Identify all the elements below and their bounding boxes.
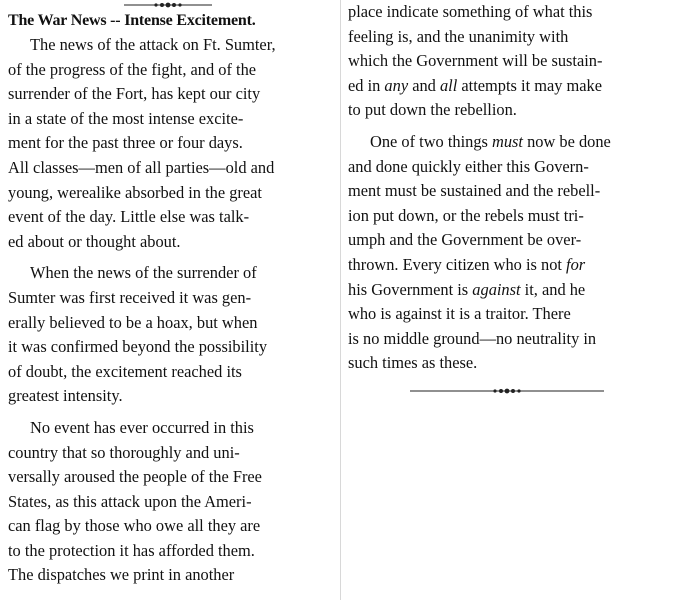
text-line: thrown. Every citizen who is not for	[348, 254, 586, 274]
text-line: of the progress of the fight, and of the	[8, 59, 257, 79]
text-line: which the Government will be sustain-	[348, 51, 603, 71]
text-line: umph and the Government be over-	[348, 230, 582, 250]
end-ornament-rule	[348, 386, 666, 396]
text-line: event of the day. Little else was talk-	[8, 207, 250, 227]
text-line: When the news of the surrender of	[30, 263, 257, 283]
text-line: young, werealike absorbed in the great	[8, 182, 262, 202]
text-line: All classes—men of all parties—old and	[8, 157, 275, 177]
text-line: erally believed to be a hoax, but when	[8, 312, 258, 332]
text-line: such times as these.	[348, 353, 478, 373]
text-line: ment must be sustained and the rebell-	[348, 181, 601, 201]
paragraph-3	[8, 416, 330, 588]
left-column	[8, 0, 330, 588]
text-line: and done quickly either this Govern-	[348, 156, 589, 176]
text-line: his Government is against it, and he	[348, 279, 586, 299]
top-ornament-rule	[8, 0, 330, 10]
text-line: States, as this attack upon the Ameri-	[8, 491, 252, 511]
text-line: feeling is, and the unanimity with	[348, 26, 569, 46]
text-line: ed in any and all attempts it may make	[348, 75, 603, 95]
text-line: place indicate something of what this	[348, 2, 593, 21]
text-line: country that so thoroughly and uni-	[8, 442, 240, 462]
text-line: is no middle ground—no neutrality in	[348, 328, 597, 348]
text-line: One of two things must now be done	[370, 131, 611, 151]
text-line: ment for the past three or four days.	[8, 133, 243, 153]
text-line: who is against it is a traitor. There	[348, 304, 571, 324]
text-line: versally aroused the people of the Free	[8, 467, 262, 487]
article-headline: The War News -- Intense Excitement.	[8, 12, 256, 29]
text-line: No event has ever occurred in this	[30, 417, 254, 437]
right-column	[348, 0, 666, 396]
text-line: greatest intensity.	[8, 386, 123, 406]
paragraph-continued	[348, 0, 666, 123]
text-line: can flag by those who owe all they are	[8, 516, 261, 536]
paragraph-2	[8, 261, 330, 409]
text-line: Sumter was first received it was gen-	[8, 287, 252, 307]
column-divider	[340, 0, 341, 600]
text-line: ed about or thought about.	[8, 231, 181, 251]
text-line: to put down the rebellion.	[348, 100, 517, 120]
text-line: to the protection it has afforded them.	[8, 540, 255, 560]
text-line: The news of the attack on Ft. Sumter,	[30, 35, 276, 54]
text-line: ion put down, or the rebels must tri-	[348, 205, 584, 225]
text-line: it was confirmed beyond the possibility	[8, 337, 268, 357]
text-line: surrender of the Fort, has kept our city	[8, 84, 261, 104]
paragraph-1	[8, 33, 330, 254]
text-line: in a state of the most intense excite-	[8, 108, 244, 128]
paragraph-4	[348, 130, 666, 376]
text-line: The dispatches we print in another	[8, 565, 235, 585]
text-line: of doubt, the excitement reached its	[8, 361, 242, 381]
